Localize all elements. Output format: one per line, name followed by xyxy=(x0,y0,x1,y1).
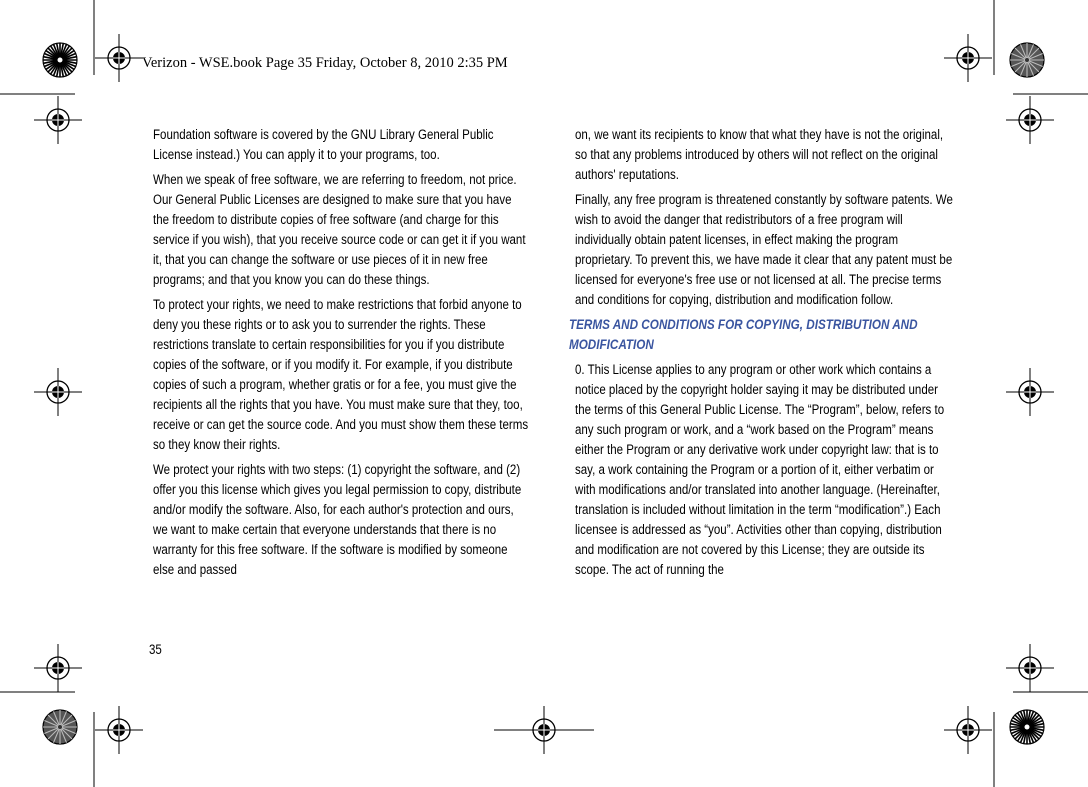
left-column xyxy=(153,125,529,585)
page-number: 35 xyxy=(149,642,162,657)
right-column xyxy=(568,125,953,585)
body-paragraph: Foundation software is covered by the GNU Library General Public License instead.) You can apply it to your programs, too. xyxy=(153,127,494,162)
body-paragraph: 0. This License applies to any program or other work which contains a notice placed by the copyright holder saying it may be distributed under the terms of this General Public License. The “Program”, below, refers to any such program or work, and a “work based on the Program” means either the Program or any derivative work under copyright law: that is to say, a work containing the Program or a portion of it, either verbatim or with modifications and/or translated into another language. (Hereinafter, translation is included without limitation in the term “modification”.) Each licensee is addressed as “you”. Activities other than copying, distribution and modification are not covered by this License; they are outside its scope. The act of running the xyxy=(575,362,945,577)
body-paragraph: We protect your rights with two steps: (1) copyright the software, and (2) offer you this license which gives you legal permission to copy, distribute and/or modify the software. Also, for each author's protection and ours, we want to make certain that everyone understands that there is no warranty for this free software. If the software is modified by someone else and passed xyxy=(153,462,522,577)
body-paragraph: When we speak of free software, we are referring to freedom, not price. Our General Public Licenses are designed to make sure that you have the freedom to distribute copies of free software (and charge for this service if you wish), that you receive source code or can get it if you want it, that you can change the software or use pieces of it in new free programs; and that you know you can do these things. xyxy=(153,172,526,287)
section-heading: TERMS AND CONDITIONS FOR COPYING, DISTRIBUTION AND MODIFICATION xyxy=(568,317,918,352)
book-page-slug: Verizon - WSE.book Page 35 Friday, October 8, 2010 2:35 PM xyxy=(142,55,508,71)
body-paragraph: on, we want its recipients to know that what they have is not the original, so that any problems introduced by others will not reflect on the original authors' reputations. xyxy=(575,127,944,182)
body-paragraph: To protect your rights, we need to make restrictions that forbid anyone to deny you these rights or to ask you to surrender the rights. These restrictions translate to certain responsibilities for you if you distribute copies of the software, or if you modify it. For example, if you distribute copies of such a program, whether gratis or for a fee, you must give the recipients all the rights that you have. You must make sure that they, too, receive or can get the source code. And you must show them these terms so they know their rights. xyxy=(153,297,529,452)
body-paragraph: Finally, any free program is threatened constantly by software patents. We wish to avoid the danger that redistributors of a free program will individually obtain patent licenses, in effect making the program proprietary. To prevent this, we have made it clear that any patent must be licensed for everyone's free use or not licensed at all. The precise terms and conditions for copying, distribution and modification follow. xyxy=(575,192,953,307)
